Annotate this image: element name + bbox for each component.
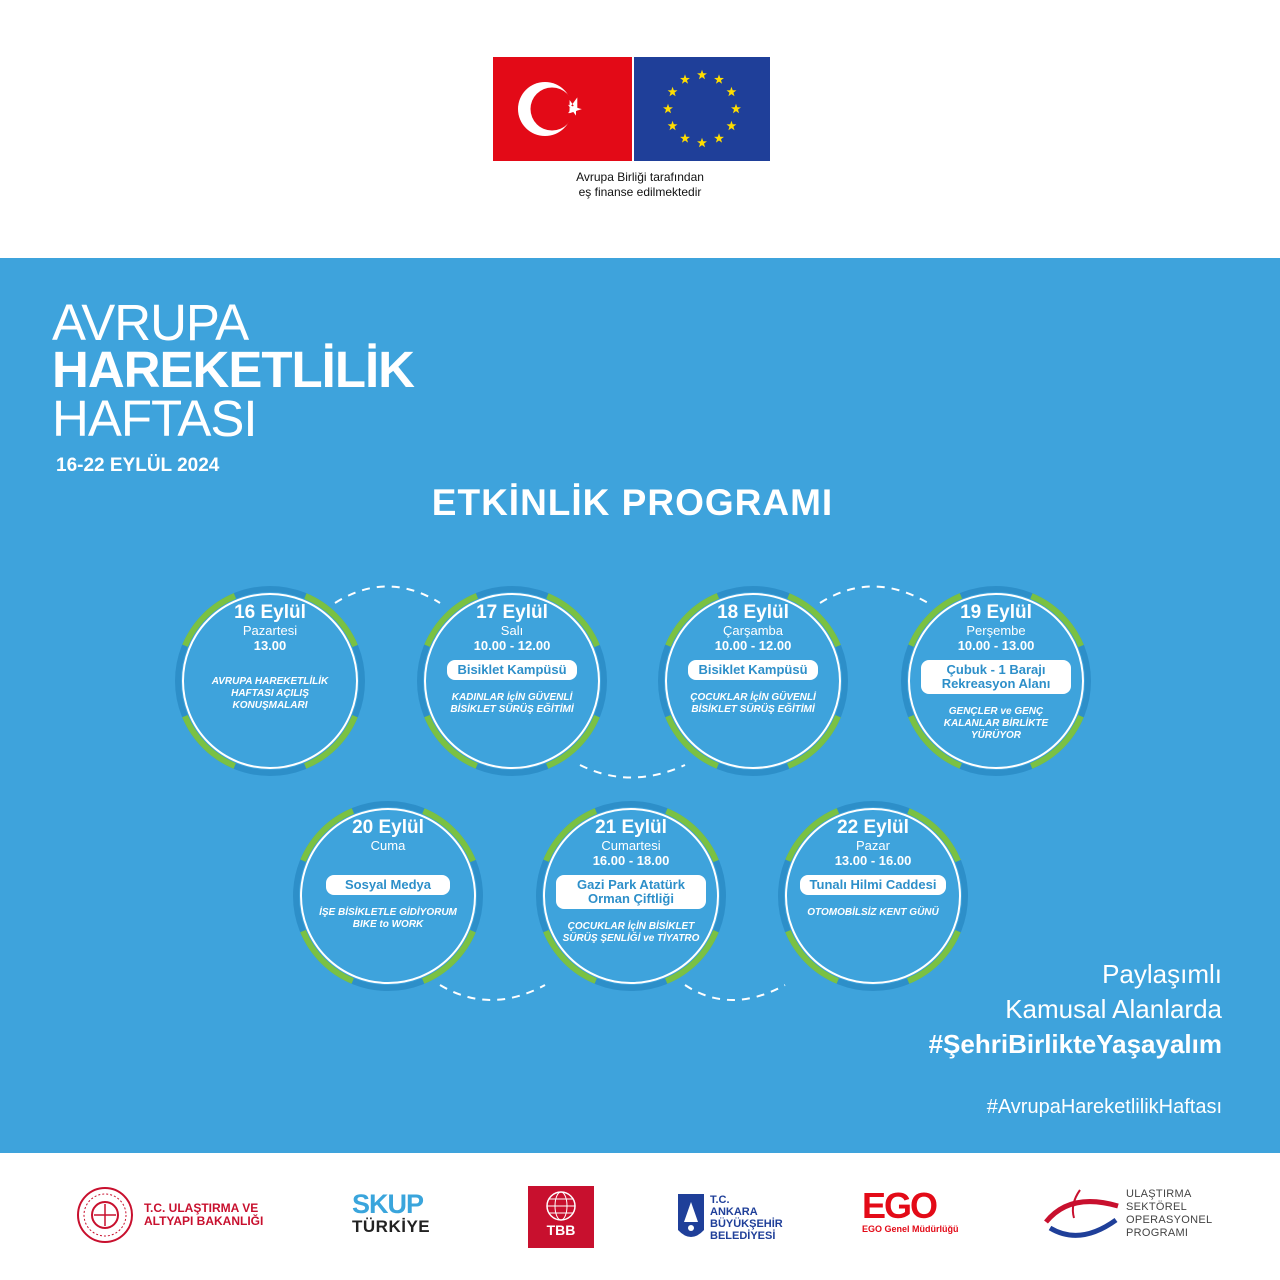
eu-caption-line2: eş finanse edilmektedir	[578, 185, 702, 199]
title-line2: HAREKETLİLİK	[52, 341, 414, 398]
usop-line1: ULAŞTIRMA	[1126, 1188, 1192, 1200]
ankara-emblem-icon	[676, 1192, 706, 1244]
event-location: Çubuk - 1 Barajı Rekreasyon Alanı	[921, 660, 1071, 694]
event-title: ÇOCUKLAR İçİN GÜVENLİ BİSİKLET SÜRÜŞ EĞİTİMİ	[690, 692, 816, 715]
event-date: 21 Eylül	[595, 817, 667, 838]
eu-star-icon	[668, 87, 678, 96]
event-content	[416, 603, 608, 716]
campaign-hashtag: #AvrupaHareketlilikHaftası	[986, 1096, 1222, 1118]
eu-star-icon	[697, 138, 707, 147]
event-date: 17 Eylül	[476, 602, 548, 623]
event-circle-18	[657, 585, 849, 777]
slogan-line3: #ŞehriBirlikteYaşayalım	[928, 1029, 1222, 1059]
usop-logo	[1040, 1184, 1240, 1250]
tbb-logo	[528, 1186, 594, 1248]
slogan-line2: Kamusal Alanlarda	[1005, 994, 1222, 1024]
ego-mark: EGO	[862, 1185, 937, 1226]
event-time: 16.00 - 18.00	[592, 853, 670, 868]
event-time: 10.00 - 12.00	[714, 638, 792, 653]
event-circle-20	[292, 800, 484, 992]
eu-star-icon	[680, 133, 690, 142]
usop-line2: SEKTÖREL	[1126, 1201, 1188, 1213]
event-date: 16 Eylül	[234, 602, 306, 623]
event-title: ÇOCUKLAR İçİN BİSİKLET SÜRÜŞ ŞENLİĞİ ve TİYATRO	[562, 921, 700, 944]
event-day: Pazar	[856, 838, 890, 853]
turkey-flag-icon	[493, 57, 632, 161]
eu-star-icon	[663, 104, 673, 113]
event-title: GENÇLER ve GENÇ KALANLAR BİRLİKTE YÜRÜYOR	[943, 706, 1049, 741]
usop-line3: OPERASYONEL	[1126, 1214, 1213, 1226]
uab-line1: T.C. ULAŞTIRMA VE	[144, 1201, 259, 1215]
eu-star-icon	[697, 70, 707, 79]
skup-logo	[352, 1190, 452, 1240]
event-content	[174, 603, 366, 712]
event-location: Gazi Park Atatürk Orman Çiftliği	[556, 875, 706, 909]
event-day: Salı	[500, 623, 524, 638]
eu-star-icon	[731, 104, 741, 113]
abb-line4: BELEDİYESİ	[710, 1230, 776, 1242]
abb-line1: T.C.	[710, 1194, 730, 1206]
ego-subtitle: EGO Genel Müdürlüğü	[862, 1224, 959, 1234]
ego-logo	[862, 1185, 972, 1246]
uab-seal-icon	[74, 1186, 136, 1244]
program-title: ETKİNLİK PROGRAMI	[431, 482, 834, 523]
event-day: Perşembe	[966, 623, 1026, 638]
event-content	[900, 603, 1092, 742]
event-title: OTOMOBİLSİZ KENT GÜNÜ	[807, 907, 939, 918]
eu-caption-line1: Avrupa Birliği tarafından	[576, 170, 704, 184]
event-content	[292, 818, 484, 931]
event-date: 20 Eylül	[352, 817, 424, 838]
event-date: 19 Eylül	[960, 602, 1032, 623]
event-circle-21	[535, 800, 727, 992]
event-content	[535, 818, 727, 945]
eu-star-icon	[727, 87, 737, 96]
tbb-text: TBB	[546, 1222, 576, 1238]
eu-star-icon	[668, 121, 678, 130]
eu-star-icon	[714, 74, 724, 83]
event-location: Bisiklet Kampüsü	[688, 660, 817, 680]
event-circle-16	[174, 585, 366, 777]
event-content	[777, 818, 969, 919]
title-line3: HAFTASI	[52, 390, 257, 447]
event-time: 13.00 - 16.00	[834, 853, 912, 868]
event-title: İŞE BİSİKLETLE GİDİYORUM BIKE to WORK	[319, 907, 457, 930]
campaign-dates: 16-22 EYLÜL 2024	[56, 455, 220, 476]
skup-country: TÜRKİYE	[352, 1217, 431, 1236]
usop-line4: PROGRAMI	[1126, 1227, 1189, 1239]
globe-icon	[528, 1188, 594, 1224]
event-day: Pazartesi	[242, 623, 298, 638]
eu-star-icon	[727, 121, 737, 130]
event-date: 18 Eylül	[717, 602, 789, 623]
event-location: Tunalı Hilmi Caddesi	[800, 875, 947, 895]
event-time: 10.00 - 13.00	[957, 638, 1035, 653]
eu-flag-icon	[634, 57, 770, 161]
event-location: Bisiklet Kampüsü	[447, 660, 576, 680]
slogan-line1: Paylaşımlı	[1102, 959, 1222, 989]
ankara-bb-logo	[676, 1190, 816, 1246]
event-title: KADINLAR İçİN GÜVENLİ BİSİKLET SÜRÜŞ EĞİTİMİ	[450, 692, 574, 715]
event-time: 13.00	[253, 638, 287, 653]
event-circle-19	[900, 585, 1092, 777]
event-circle-17	[416, 585, 608, 777]
abb-line2: ANKARA	[710, 1206, 758, 1218]
event-date: 22 Eylül	[837, 817, 909, 838]
event-day: Cuma	[370, 838, 406, 853]
skup-mark: SKUP	[352, 1189, 424, 1219]
event-day: Çarşamba	[723, 623, 783, 638]
eu-star-icon	[680, 74, 690, 83]
uab-line2: ALTYAPI BAKANLIĞI	[144, 1214, 264, 1228]
eu-star-icon	[714, 133, 724, 142]
eu-funding-caption	[490, 170, 790, 200]
event-content	[657, 603, 849, 716]
event-title: AVRUPA HAREKETLİLİK HAFTASI AÇILIŞ KONUŞMALARI	[211, 676, 329, 711]
event-day: Cumartesi	[601, 838, 661, 853]
event-location: Sosyal Medya	[326, 875, 450, 895]
title-line1: AVRUPA	[52, 294, 249, 351]
uab-logo	[74, 1186, 284, 1244]
slogan	[929, 957, 1222, 1062]
abb-line3: BÜYÜKŞEHİR	[710, 1218, 783, 1230]
event-time: 10.00 - 12.00	[473, 638, 551, 653]
usop-swoosh-icon	[1040, 1184, 1124, 1250]
